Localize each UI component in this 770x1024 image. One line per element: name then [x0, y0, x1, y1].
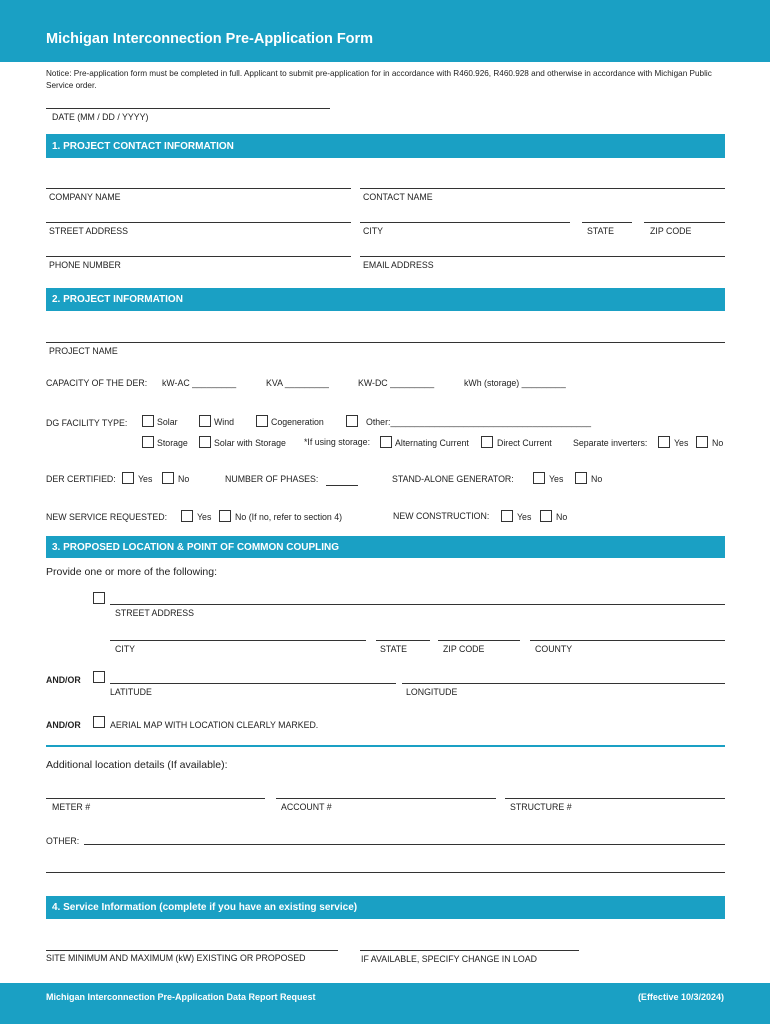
structure-label: STRUCTURE #	[510, 802, 572, 812]
and-or-label-1: AND/OR	[46, 675, 81, 685]
stand-alone-yes-checkbox[interactable]	[533, 472, 545, 484]
project-name-label: PROJECT NAME	[49, 346, 118, 356]
new-construction-yes-label: Yes	[517, 512, 532, 522]
location-city-label: CITY	[115, 644, 136, 654]
street-address-label: STREET ADDRESS	[49, 226, 129, 236]
section-2-header	[46, 288, 725, 311]
phone-number-label: PHONE NUMBER	[49, 260, 121, 270]
section-3-header	[46, 536, 725, 558]
section-1-header	[46, 134, 725, 158]
solar-with-storage-checkbox[interactable]	[199, 436, 211, 448]
meter-label: METER #	[52, 802, 91, 812]
additional-details-text: Additional location details (If available):	[46, 759, 228, 771]
cogeneration-checkbox[interactable]	[256, 415, 268, 427]
section-2-title: 2. PROJECT INFORMATION	[52, 294, 183, 305]
stand-alone-yes-label: Yes	[549, 474, 564, 484]
alternating-current-label: Alternating Current	[395, 438, 469, 448]
kva-field[interactable]: KVA _________	[266, 378, 329, 388]
new-service-no-label: No (If no, refer to section 4)	[235, 512, 343, 522]
account-field[interactable]	[276, 798, 496, 799]
solar-label: Solar	[157, 417, 178, 427]
section-3-title: 3. PROPOSED LOCATION & POINT OF COMMON COUPLING	[52, 541, 340, 553]
location-county-field[interactable]	[530, 640, 725, 641]
new-service-yes-checkbox[interactable]	[181, 510, 193, 522]
contact-name-field[interactable]	[360, 188, 725, 189]
der-certified-yes-checkbox[interactable]	[122, 472, 134, 484]
separate-inverters-no-checkbox[interactable]	[696, 436, 708, 448]
stand-alone-no-label: No	[591, 474, 603, 484]
section-4-header	[46, 896, 725, 919]
dg-facility-type-label: DG FACILITY TYPE:	[46, 418, 128, 428]
phone-number-field[interactable]	[46, 256, 351, 257]
kw-ac-field[interactable]: kW-AC _________	[162, 378, 237, 388]
new-service-yes-label: Yes	[197, 512, 212, 522]
solar-with-storage-label: Solar with Storage	[214, 438, 286, 448]
new-construction-yes-checkbox[interactable]	[501, 510, 513, 522]
location-street-address-field[interactable]	[110, 604, 725, 605]
site-min-max-field[interactable]	[46, 950, 338, 951]
street-address-option-checkbox[interactable]	[93, 592, 105, 604]
location-county-label: COUNTY	[535, 644, 573, 654]
footer-bar	[0, 983, 770, 1024]
zip-code-field[interactable]	[644, 222, 725, 223]
project-name-field[interactable]	[46, 342, 725, 343]
location-zip-code-field[interactable]	[438, 640, 520, 641]
capacity-label: CAPACITY OF THE DER:	[46, 378, 148, 388]
der-certified-label: DER CERTIFIED:	[46, 474, 116, 484]
structure-field[interactable]	[505, 798, 725, 799]
latitude-label: LATITUDE	[110, 687, 152, 697]
notice-text: Notice: Pre-application form must be completed in full. Applicant to submit pre-application for in accordance with R460.926, R460.928 and otherwise in accordance with Michigan Public Service order.	[46, 69, 712, 90]
direct-current-checkbox[interactable]	[481, 436, 493, 448]
footer-left-text: Michigan Interconnection Pre-Application Data Report Request	[46, 992, 316, 1002]
section-3-divider	[46, 745, 725, 747]
solar-checkbox[interactable]	[142, 415, 154, 427]
latitude-field[interactable]	[110, 683, 396, 684]
aerial-map-label: AERIAL MAP WITH LOCATION CLEARLY MARKED.	[110, 720, 319, 730]
other-checkbox[interactable]	[346, 415, 358, 427]
city-field[interactable]	[360, 222, 570, 223]
if-using-storage-label: *If using storage:	[304, 437, 371, 447]
account-label: ACCOUNT #	[281, 802, 332, 812]
state-label: STATE	[587, 226, 615, 236]
other-location-field[interactable]	[84, 844, 725, 845]
zip-code-label: ZIP CODE	[650, 226, 692, 236]
state-field[interactable]	[582, 222, 632, 223]
wind-checkbox[interactable]	[199, 415, 211, 427]
longitude-field[interactable]	[402, 683, 725, 684]
new-construction-label: NEW CONSTRUCTION:	[393, 511, 490, 521]
other-location-field-2[interactable]	[46, 872, 725, 873]
email-address-label: EMAIL ADDRESS	[363, 260, 434, 270]
direct-current-label: Direct Current	[497, 438, 552, 448]
new-construction-no-label: No	[556, 512, 568, 522]
aerial-map-checkbox[interactable]	[93, 716, 105, 728]
location-zip-code-label: ZIP CODE	[443, 644, 485, 654]
and-or-label-2: AND/OR	[46, 720, 81, 730]
other-location-label: OTHER:	[46, 836, 80, 846]
meter-field[interactable]	[46, 798, 265, 799]
cogeneration-label: Cogeneration	[271, 417, 324, 427]
lat-long-option-checkbox[interactable]	[93, 671, 105, 683]
kw-dc-field[interactable]: KW-DC _________	[358, 378, 435, 388]
der-certified-no-label: No	[178, 474, 190, 484]
provide-text: Provide one or more of the following:	[46, 566, 218, 578]
company-name-field[interactable]	[46, 188, 351, 189]
street-address-field[interactable]	[46, 222, 351, 223]
kwh-storage-field[interactable]: kWh (storage) _________	[464, 378, 566, 388]
wind-label: Wind	[214, 417, 235, 427]
separate-inverters-yes-label: Yes	[674, 438, 689, 448]
longitude-label: LONGITUDE	[406, 687, 458, 697]
new-service-requested-label: NEW SERVICE REQUESTED:	[46, 512, 168, 522]
separate-inverters-yes-checkbox[interactable]	[658, 436, 670, 448]
der-certified-no-checkbox[interactable]	[162, 472, 174, 484]
alternating-current-checkbox[interactable]	[380, 436, 392, 448]
footer-effective-date: (Effective 10/3/2024)	[637, 992, 724, 1002]
stand-alone-generator-label: STAND-ALONE GENERATOR:	[392, 474, 514, 484]
section-4-title: 4. Service Information (complete if you have an existing service)	[52, 902, 358, 913]
number-of-phases-label: NUMBER OF PHASES:	[225, 474, 319, 484]
form-title: Michigan Interconnection Pre-Application Form	[46, 31, 374, 47]
site-min-max-label: SITE MINIMUM AND MAXIMUM (kW) EXISTING OR PROPOSED	[46, 953, 306, 963]
section-1-title: 1. PROJECT CONTACT INFORMATION	[52, 140, 234, 152]
stand-alone-no-checkbox[interactable]	[575, 472, 587, 484]
storage-checkbox[interactable]	[142, 436, 154, 448]
email-address-field[interactable]	[360, 256, 725, 257]
new-construction-no-checkbox[interactable]	[540, 510, 552, 522]
storage-label: Storage	[157, 438, 188, 448]
location-city-field[interactable]	[110, 640, 366, 641]
contact-name-label: CONTACT NAME	[363, 192, 433, 202]
specify-change-label: IF AVAILABLE, SPECIFY CHANGE IN LOAD	[361, 954, 537, 964]
der-certified-yes-label: Yes	[138, 474, 153, 484]
date-label: DATE (MM / DD / YYYY)	[52, 112, 149, 122]
specify-change-field[interactable]	[360, 950, 579, 951]
city-label: CITY	[363, 226, 384, 236]
location-state-field[interactable]	[376, 640, 430, 641]
other-field[interactable]: Other:_________________________________________	[366, 417, 592, 427]
number-of-phases-field[interactable]	[326, 485, 358, 486]
separate-inverters-label: Separate inverters:	[573, 438, 648, 448]
new-service-no-checkbox[interactable]	[219, 510, 231, 522]
separate-inverters-no-label: No	[712, 438, 724, 448]
location-state-label: STATE	[380, 644, 408, 654]
location-street-address-label: STREET ADDRESS	[115, 608, 195, 618]
company-name-label: COMPANY NAME	[49, 192, 121, 202]
date-input-line[interactable]	[46, 108, 330, 109]
